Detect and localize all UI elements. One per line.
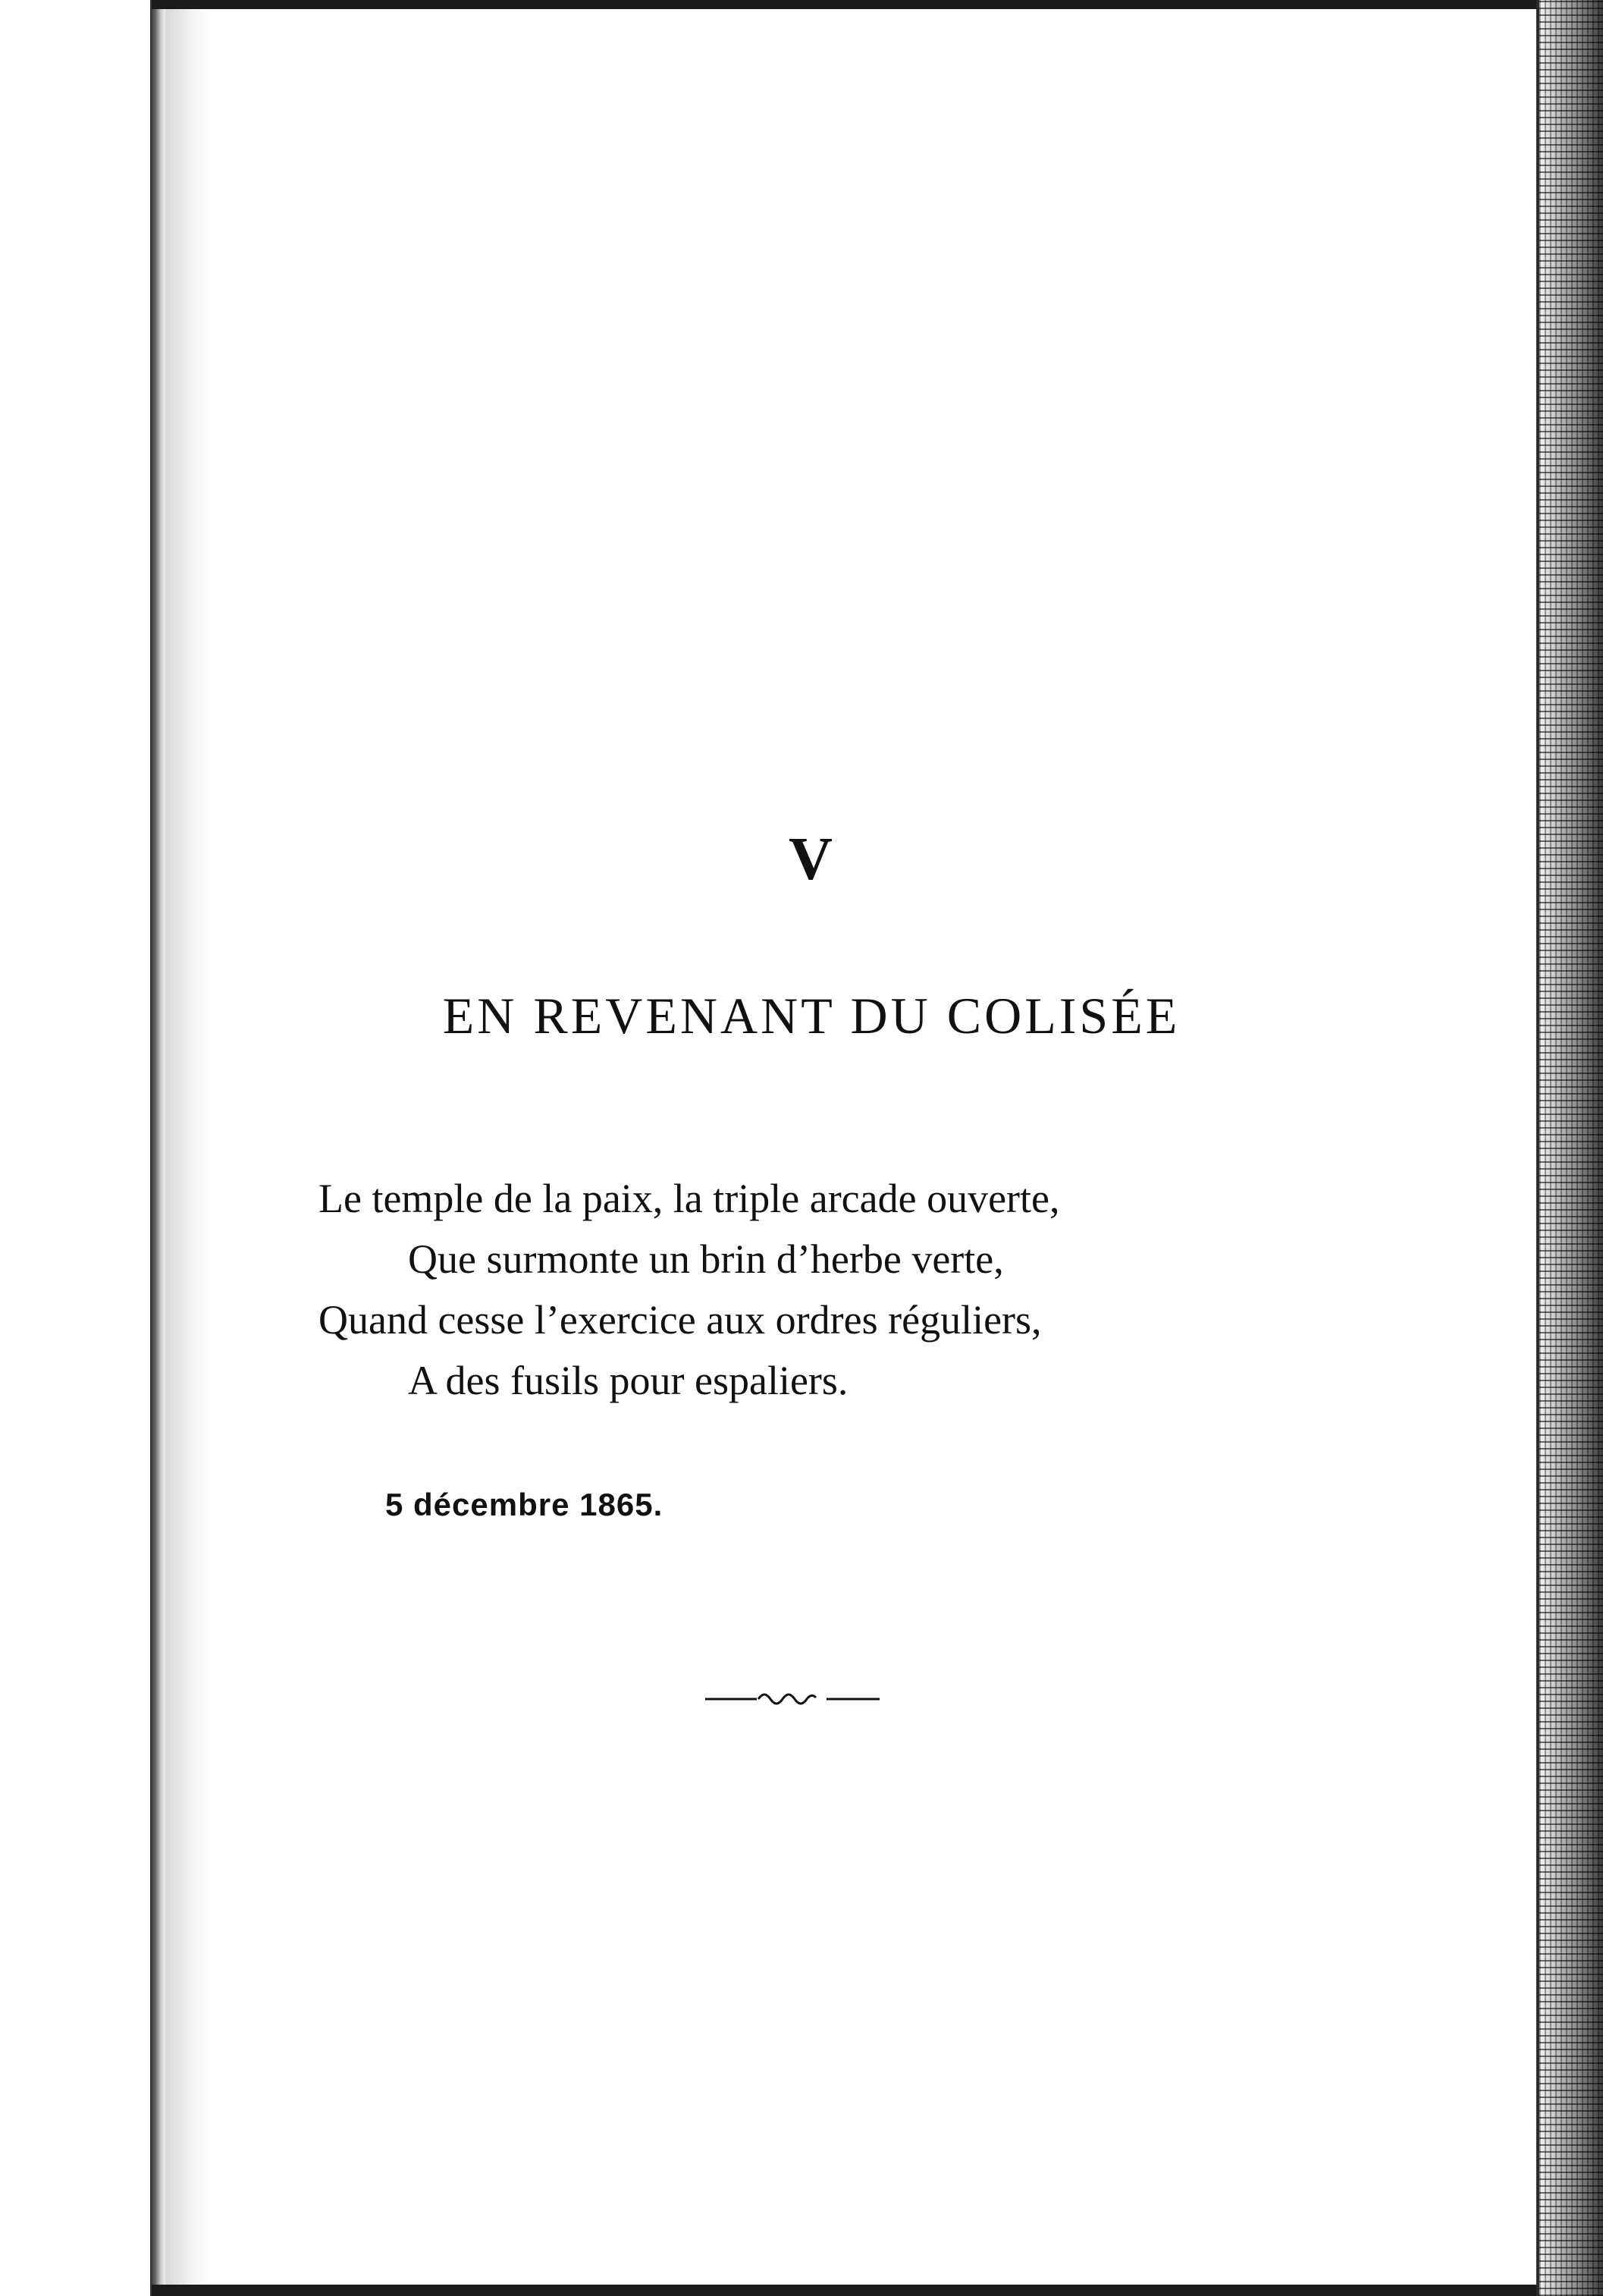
poem-verse: Le temple de la paix, la triple arcade ouverte, [318,1176,1060,1221]
book-page [212,0,1532,2296]
chapter-title: EN REVENANT DU COLISÉE [442,987,1181,1044]
page-stack-edge [1539,0,1603,2296]
book-gutter [150,0,165,2296]
gutter-shadow [165,0,211,2296]
poem-verse: A des fusils pour espaliers. [408,1358,849,1403]
decorative-ornament-icon [705,1682,880,1713]
poem-date: 5 décembre 1865. [385,1487,663,1522]
poem [318,1168,1304,1411]
left-margin [0,0,159,2296]
poem-verse: Que surmonte un brin d’herbe verte, [408,1236,1004,1282]
chapter-number: V [789,826,834,893]
poem-verse: Quand cesse l’exercice aux ordres réguliers, [318,1297,1042,1343]
